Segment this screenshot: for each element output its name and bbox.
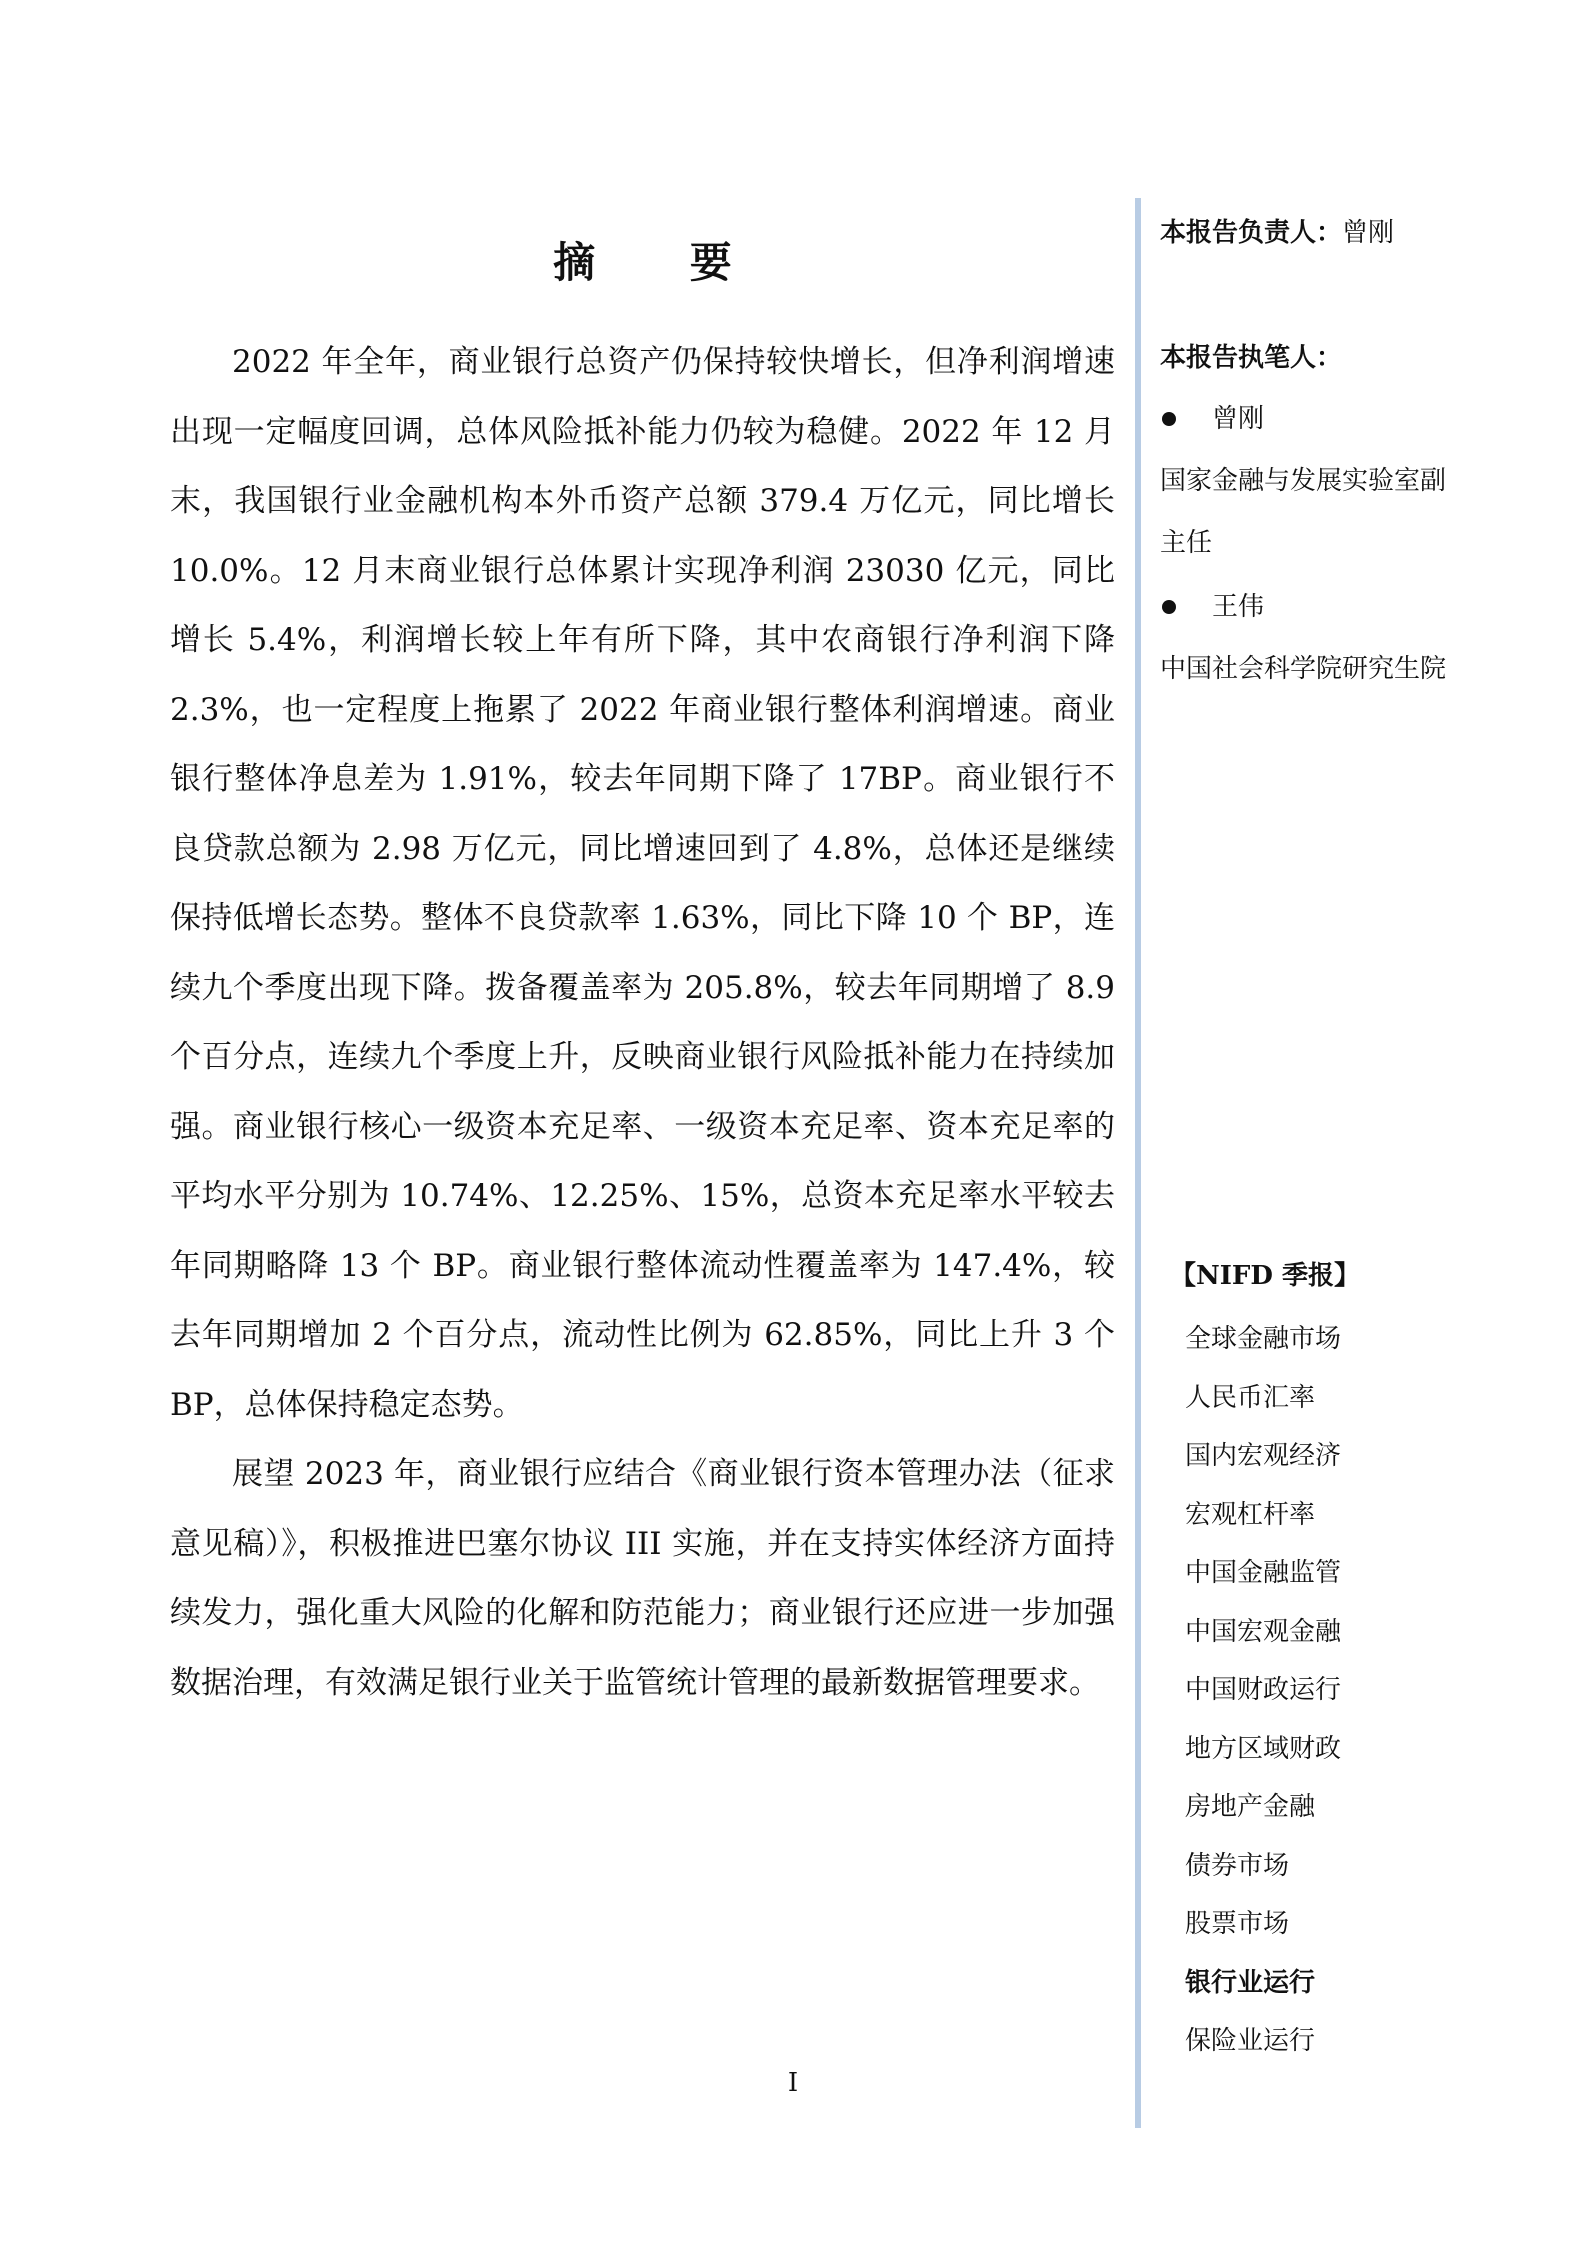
page-number: I — [787, 2068, 799, 2098]
series-item-current[interactable]: 银行业运行 — [1185, 1967, 1316, 1998]
series-item[interactable]: 债券市场 — [1185, 1850, 1290, 1881]
abstract-paragraph-1: 2022 年全年，商业银行总资产仍保持较快增长，但净利润增速出现一定幅度回调，总体风险抵补能力仍较为稳健。2022 年 12 月末，我国银行业金融机构本外币资产总额 379.4 万亿元，同比增长 10.0%。12 月末商业银行总体累计实现净利润 23030 亿元，同比增长 5.4%，利润增长较上年有所下降，其中农商银行净利润下降 2.3%，也一定程度上拖累了 2022 年商业银行整体利润增速。商业银行整体净息差为 1.91%，较去年同期下降了 17BP。商业银行不良贷款总额为 2.98 万亿元，同比增速回到了 4.8%，总体还是继续保持低增长态势。整体不良贷款率 1.63%，同比下降 10 个 BP，连续九个季度出现下降。拨备覆盖率为 205.8%，较去年同期增了 8.9 个百分点，连续九个季度上升，反映商业银行风险抵补能力在持续加强。商业银行核心一级资本充足率、一级资本充足率、资本充足率的平均水平分别为 10.74%、12.25%、15%，总资本充足率水平较去年同期略降 13 个 BP。商业银行整体流动性覆盖率为 147.4%，较去年同期增加 2 个百分点，流动性比例为 62.85%，同比上升 3 个 BP，总体保持稳定态势。 — [170, 344, 1115, 1423]
report-responsible — [1160, 212, 1394, 249]
series-item[interactable]: 中国金融监管 — [1185, 1558, 1342, 1588]
bullet-icon — [1162, 412, 1176, 426]
responsible-label: 本报告负责人： — [1160, 218, 1343, 248]
writer-affiliation: 国家金融与发展实验室副主任 — [1160, 466, 1447, 558]
series-item[interactable]: 中国财政运行 — [1185, 1675, 1342, 1705]
writer-entry — [1160, 576, 1470, 700]
page-title: 摘 要 — [553, 238, 772, 287]
responsible-name: 曾刚 — [1342, 218, 1395, 248]
series-item[interactable]: 全球金融市场 — [1185, 1324, 1342, 1354]
writer-affiliation: 中国社会科学院研究生院 — [1160, 654, 1447, 684]
bullet-icon — [1162, 600, 1176, 614]
writer-entry — [1160, 388, 1470, 574]
nifd-series-list — [1160, 1255, 1480, 2071]
writers-label: 本报告执笔人： — [1160, 343, 1343, 373]
abstract-paragraph-2: 展望 2023 年，商业银行应结合《商业银行资本管理办法（征求意见稿）》，积极推进巴塞尔协议 III 实施，并在支持实体经济方面持续发力，强化重大风险的化解和防范能力；商业银行还应进一步加强数据治理，有效满足银行业关于监管统计管理的最新数据管理要求。 — [170, 1456, 1115, 1701]
series-item[interactable]: 人民币汇率 — [1185, 1382, 1316, 1413]
series-item[interactable]: 股票市场 — [1185, 1909, 1290, 1939]
main-content — [170, 200, 1115, 1718]
series-item[interactable]: 宏观杠杆率 — [1185, 1499, 1316, 1530]
series-item[interactable]: 房地产金融 — [1185, 1792, 1316, 1822]
writer-name: 曾刚 — [1212, 404, 1265, 434]
sidebar-divider — [1135, 198, 1141, 2128]
series-item[interactable]: 中国宏观金融 — [1185, 1616, 1342, 1647]
series-item[interactable]: 地方区域财政 — [1185, 1733, 1342, 1764]
series-item[interactable]: 保险业运行 — [1185, 2026, 1316, 2056]
series-title: 【NIFD 季报】 — [1170, 1261, 1360, 1291]
series-item[interactable]: 国内宏观经济 — [1185, 1441, 1342, 1471]
writer-name: 王伟 — [1212, 592, 1265, 622]
